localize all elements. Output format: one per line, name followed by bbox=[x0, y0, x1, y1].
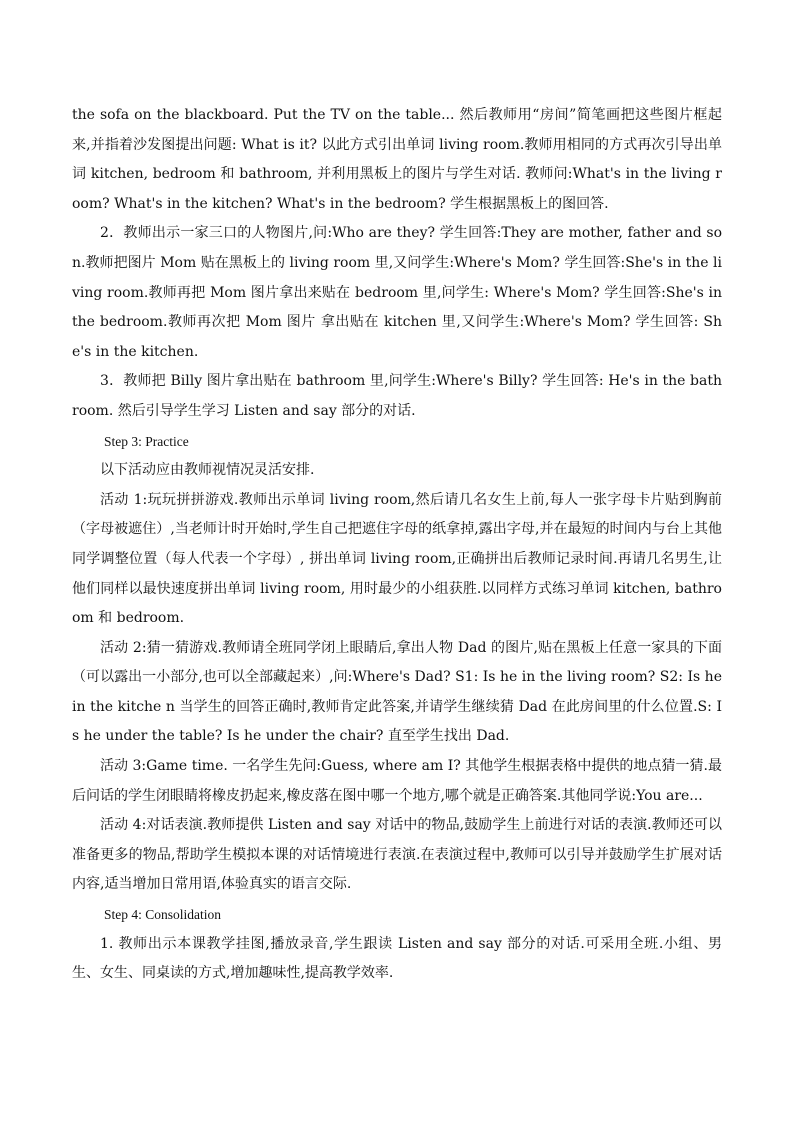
paragraph-activity-2: 活动 2:猜一猜游戏.教师请全班同学闭上眼睛后,拿出人物 Dad 的图片,贴在黑板上任意一家具的下面（可以露出一小部分,也可以全部藏起来）,问:Where's Dad? S1: Is he in the living room? S2: Is he in the kitche n 当学生的回答正确时,教师肯定此答案,并请学生继续猜 Dad 在此房间里的什么位置.S: Is he under the table? Is he under the chair? 直至学生找出 Dad. bbox=[72, 639, 722, 745]
section-heading-consolidation: Step 4: Consolidation bbox=[104, 907, 222, 923]
paragraph-practice-note: 以下活动应由教师视情况灵活安排. bbox=[100, 462, 315, 479]
paragraph-step-2-family: 2．教师出示一家三口的人物图片,问:Who are they? 学生回答:They are mother, father and son.教师把图片 Mom 贴在黑板上的 living room 里,又问学生:Where's Mom? 学生回答:She's in the living room.教师再把 Mom 图片拿出来贴在 bedroom 里,问学生: Where's Mom? 学生回答:She's in the bedroom.教师再次把 Mom 图片 拿出贴在 kitchen 里,又问学生:Where's Mom? 学生回答: She's in the kitchen. bbox=[72, 225, 722, 360]
document-page bbox=[72, 101, 722, 989]
paragraph-consolidation-1: 1. 教师出示本课教学挂图,播放录音,学生跟读 Listen and say 部分的对话.可采用全班.小组、男生、女生、同桌读的方式,增加趣味性,提高教学效率. bbox=[72, 935, 722, 982]
paragraph-activity-3: 活动 3:Game time. 一名学生先问:Guess, where am I? 其他学生根据表格中提供的地点猜一猜.最后问话的学生闭眼睛将橡皮扔起来,橡皮落在图中哪一个地方,哪个就是正确答案.其他同学说:You are... bbox=[72, 758, 722, 804]
paragraph-activity-4: 活动 4:对话表演.教师提供 Listen and say 对话中的物品,鼓励学生上前进行对话的表演.教师还可以准备更多的物品,帮助学生模拟本课的对话情境进行表演.在表演过程中,教师可以引导并鼓励学生扩展对话内容,适当增加日常用语,体验真实的语言交际. bbox=[72, 817, 722, 893]
paragraph-intro-continued: the sofa on the blackboard. Put the TV on the table... 然后教师用“房间”简笔画把这些图片框起来,并指着沙发图提出问题: What is it? 以此方式引出单词 living room.教师用相同的方式再次引导出单词 kitchen, bedroom 和 bathroom, 并利用黑板上的图片与学生对话. 教师问:What's in the living room? What's in the kitchen? What's in the bedroom? 学生根据黑板上的图回答. bbox=[72, 107, 722, 212]
paragraph-step-3-billy: 3．教师把 Billy 图片拿出贴在 bathroom 里,问学生:Where's Billy? 学生回答: He's in the bathroom. 然后引导学生学习 Listen and say 部分的对话. bbox=[72, 373, 722, 419]
paragraph-activity-1: 活动 1:玩玩拼拼游戏.教师出示单词 living room,然后请几名女生上前,每人一张字母卡片贴到胸前（字母被遮住）,当老师计时开始时,学生自己把遮住字母的纸拿掉,露出字母,并在最短的时间内与台上其他同学调整位置（每人代表一个字母）, 拼出单词 living room,正确拼出后教师记录时间.再请几名男生,让他们同样以最快速度拼出单词 living room, 用时最少的小组获胜.以同样方式练习单词 kitchen, bathroom 和 bedroom. bbox=[72, 491, 722, 627]
section-heading-practice: Step 3: Practice bbox=[104, 433, 189, 449]
